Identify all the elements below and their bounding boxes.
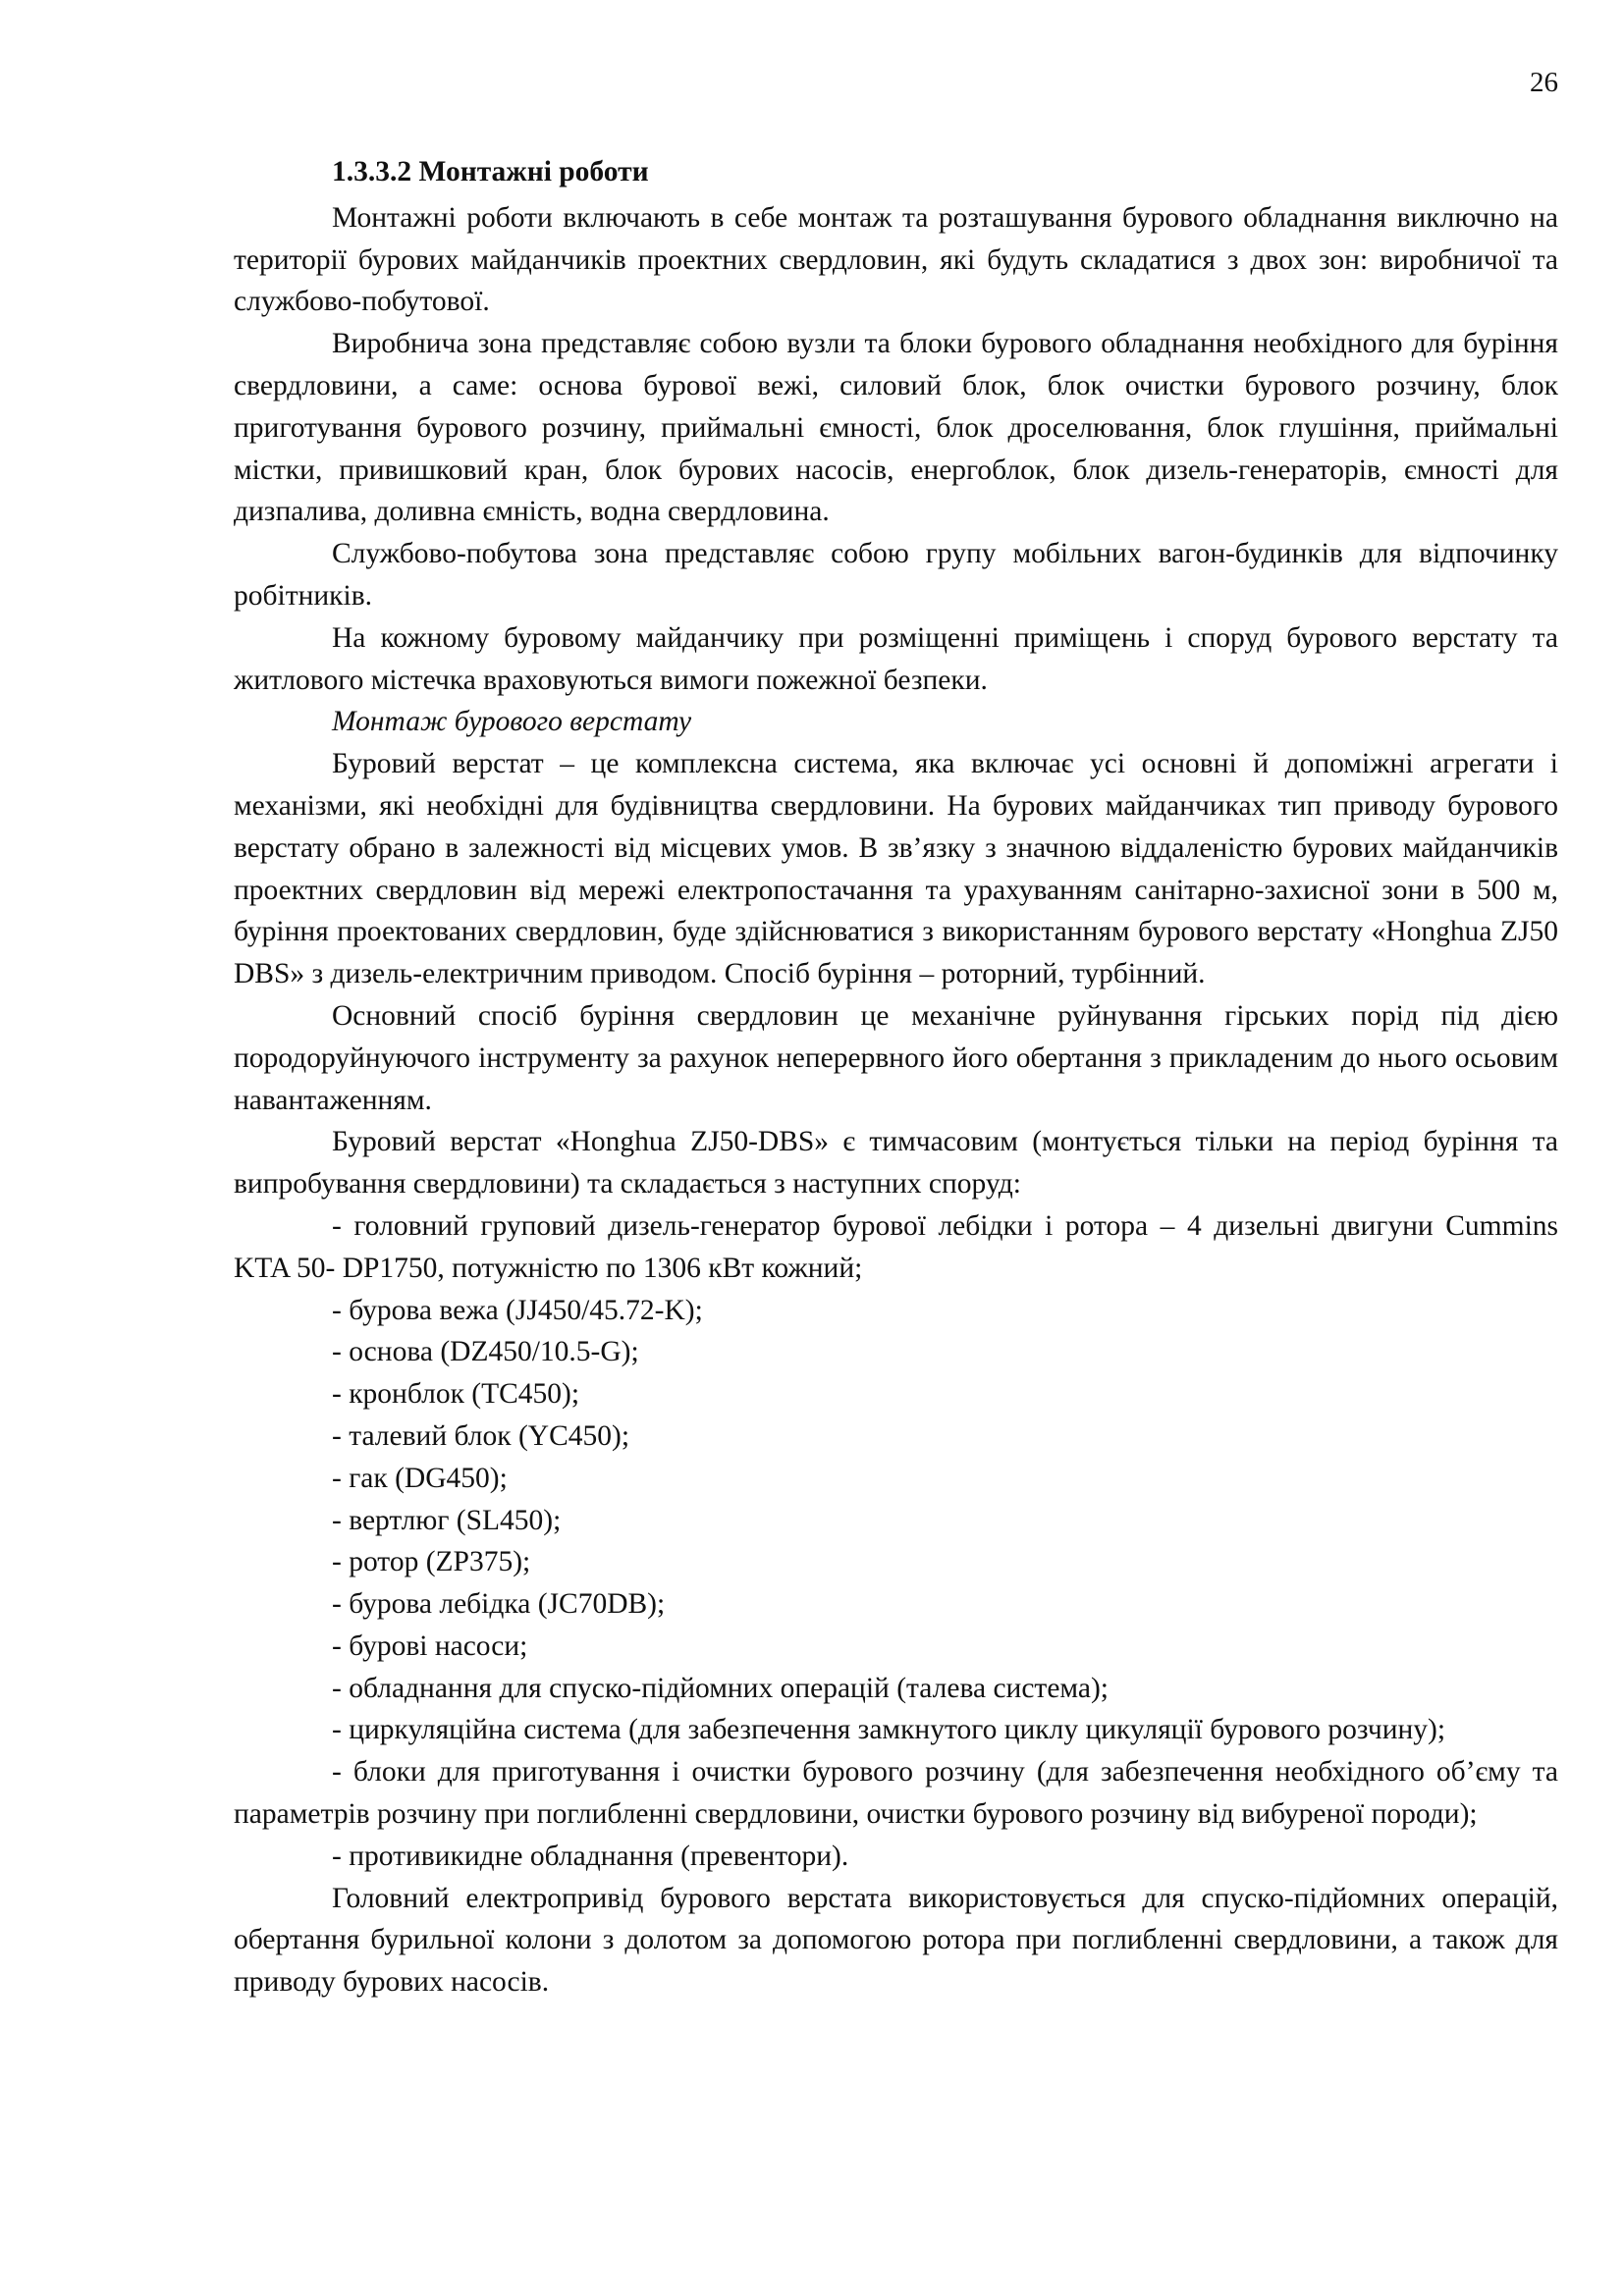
section-heading: 1.3.3.2 Монтажні роботи	[332, 156, 649, 187]
subsection-heading: Монтаж бурового верстату	[332, 706, 692, 738]
paragraph: Головний електропривід бурового верстата використовується для спуско-підйомних операцій, обертання бурильної колони з долотом за допомогою ротора при поглибленні свердловини, а також для приводу бурових насосів.	[234, 1882, 1558, 1999]
paragraph: Основний спосіб буріння свердловин це механічне руйнування гірських порід під дією породоруйнуючого інструменту за рахунок неперервного його обертання з прикладеним до нього осьовим навантаженням.	[234, 999, 1558, 1116]
list-item: - бурова лебідка (JC70DB);	[332, 1588, 666, 1621]
paragraph: Службово-побутова зона представляє собою групу мобільних вагон-будинків для відпочинку робітників.	[234, 538, 1558, 612]
paragraph: Буровий верстат – це комплексна система, яка включає усі основні й допоміжні агрегати і механізми, які необхідні для будівництва свердловини. На бурових майданчиках тип приводу бурового верстату обрано в залежності від місцевих умов. В зв’язку з значною віддаленістю бурових майданчиків проектних свердловин від мережі електропостачання та урахуванням санітарно-захисної зони в 500 м, буріння проектованих свердловин, буде здійснюватися з використанням бурового верстату «Honghua ZJ50 DBS» з дизель-електричним приводом. Спосіб буріння – роторний, турбінний.	[234, 748, 1558, 990]
list-item: - обладнання для спуско-підйомних операцій (талева система);	[332, 1672, 1109, 1704]
page-content	[234, 151, 1558, 2003]
list-item: - вертлюг (SL450);	[332, 1504, 562, 1536]
list-item: - блоки для приготування і очистки бурового розчину (для забезпечення необхідного об’єму та параметрів розчину при поглибленні свердловини, очистки бурового розчину від вибуреної породи);	[234, 1756, 1558, 1831]
list-item: - бурові насоси;	[332, 1629, 528, 1662]
list-item: - основа (DZ450/10.5-G);	[332, 1336, 639, 1368]
list-item: - талевий блок (YC450);	[332, 1419, 630, 1452]
paragraph: На кожному буровому майданчику при розміщенні приміщень і споруд бурового верстату та житлового містечка враховуються вимоги пожежної безпеки.	[234, 621, 1558, 696]
list-item: - циркуляційна система (для забезпечення замкнутого циклу цикуляції бурового розчину);	[332, 1714, 1446, 1746]
list-item: - гак (DG450);	[332, 1462, 508, 1494]
list-item: - кронблок (TC450);	[332, 1378, 580, 1411]
list-item: - бурова вежа (JJ450/45.72-K);	[332, 1294, 703, 1326]
page-number: 26	[1530, 67, 1558, 98]
paragraph: Буровий верстат «Honghua ZJ50-DBS» є тимчасовим (монтується тільки на період буріння та випробування свердловини) та складається з наступних споруд:	[234, 1126, 1558, 1201]
list-item: - ротор (ZP375);	[332, 1546, 531, 1578]
paragraph: Монтажні роботи включають в себе монтаж та розташування бурового обладнання виключно на території бурових майданчиків проектних свердловин, які будуть складатися з двох зон: виробничої та службово-побутової.	[234, 201, 1558, 318]
list-item: - головний груповий дизель-генератор бурової лебідки і ротора – 4 дизельні двигуни Cummins KTA 50- DP1750, потужністю по 1306 кВт кожний;	[234, 1209, 1558, 1284]
list-item: - противикидне обладнання (превентори).	[332, 1840, 849, 1872]
paragraph: Виробнича зона представляє собою вузли та блоки бурового обладнання необхідного для буріння свердловини, а саме: основа бурової вежі, силовий блок, блок очистки бурового розчину, блок приготування бурового розчину, приймальні ємності, блок дроселювання, блок глушіння, приймальні містки, привишковий кран, блок бурових насосів, енергоблок, блок дизель-генераторів, ємності для дизпалива, доливна ємність, водна свердловина.	[234, 328, 1558, 528]
